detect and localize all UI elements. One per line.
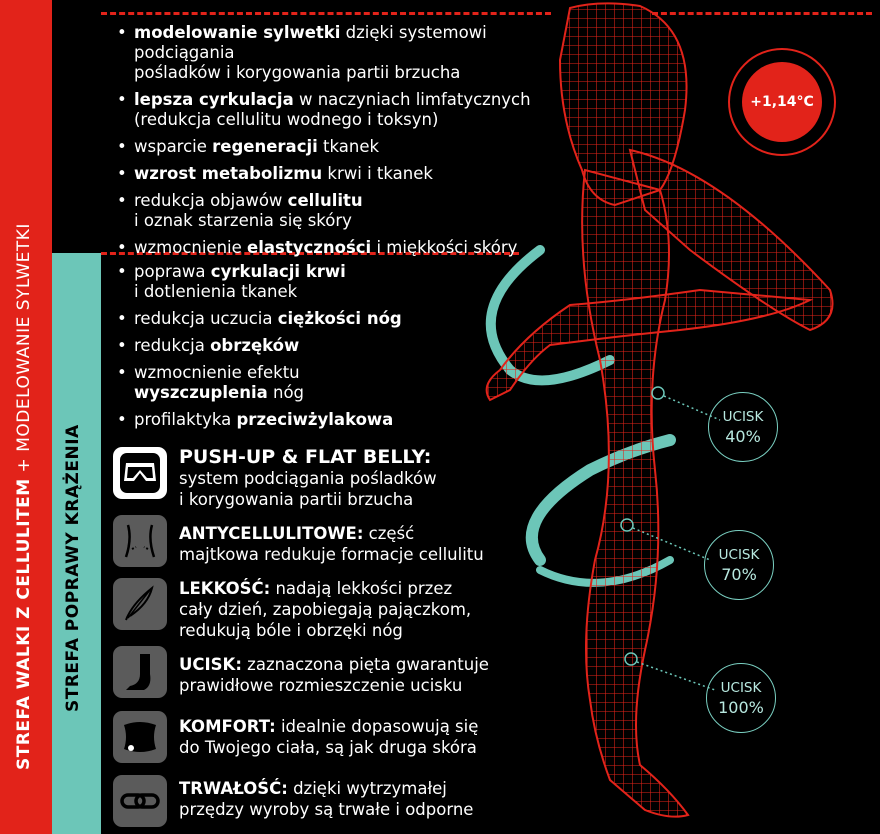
feature-pushup-line2: i korygowania partii brzucha (179, 490, 414, 509)
benefit-item: • redukcja uczucia ciężkości nóg (117, 309, 447, 329)
benefit-item: • redukcja obrzęków (117, 336, 447, 356)
pressure-ring-70: UCISK 70% (704, 530, 774, 600)
benefit-item: • wzmocnienie elastyczności i miękkości skóry (117, 238, 547, 258)
feather-icon (113, 578, 167, 630)
benefit-item: • modelowanie sylwetki dzięki systemowi podciągania pośladków i korygowania partii brzucha (117, 23, 547, 83)
benefit-item: • redukcja objawów cellulitu i oznak starzenia się skóry (117, 191, 547, 231)
feature-pressure: UCISK: zaznaczona pięta gwarantuje prawidłowe rozmieszczenie ucisku (179, 655, 489, 695)
chain-link-icon (113, 775, 167, 827)
benefit-item: • profilaktyka przeciwżylakowa (117, 410, 447, 430)
side-label-circulation: STREFA POPRAWY KRĄŻENIA (63, 424, 83, 712)
temperature-value: +1,14°C (742, 62, 822, 142)
feature-anticellulite: ANTYCELLULITOWE: część majtkowa redukuje formacje cellulitu (179, 524, 484, 564)
benefits-list-circulation (117, 262, 447, 437)
feature-comfort: KOMFORT: idealnie dopasowują się do Twojego ciała, są jak druga skóra (179, 717, 479, 757)
pressure-ring-100: UCISK 100% (706, 663, 776, 733)
foot-icon (113, 646, 167, 698)
feature-pushup-line1: system podciągania pośladków (179, 469, 437, 488)
feature-pushup-title: PUSH-UP & FLAT BELLY: (179, 446, 432, 468)
benefit-item: • poprawa cyrkulacji krwi i dotlenienia tkanek (117, 262, 447, 302)
feature-durability: TRWAŁOŚĆ: dzięki wytrzymałej przędzy wyroby są trwałe i odporne (179, 779, 474, 819)
hips-icon (113, 515, 167, 567)
feature-anticellulite-title: ANTYCELLULITOWE: (179, 524, 364, 543)
benefit-item: • wsparcie regeneracji tkanek (117, 137, 547, 157)
feature-pushup (179, 447, 509, 510)
benefit-item: • lepsza cyrkulacja w naczyniach limfatycznych (redukcja cellulitu wodnego i toksyn) (117, 90, 547, 130)
benefit-item: • wzmocnienie efektu wyszczuplenia nóg (117, 363, 447, 403)
benefit-item: • wzrost metabolizmu krwi i tkanek (117, 164, 547, 184)
pillow-icon (113, 711, 167, 763)
shorts-icon (113, 447, 167, 499)
feature-lightness: LEKKOŚĆ: nadają lekkości przez cały dzień, zapobiegają pajączkom, redukują bóle i obrzęki nóg (179, 579, 472, 640)
pressure-ring-40: UCISK 40% (708, 392, 778, 462)
side-label-cellulite: STREFA WALKI Z CELLULITEM + MODELOWANIE SYLWETKI (14, 223, 34, 770)
temperature-badge (728, 48, 836, 156)
